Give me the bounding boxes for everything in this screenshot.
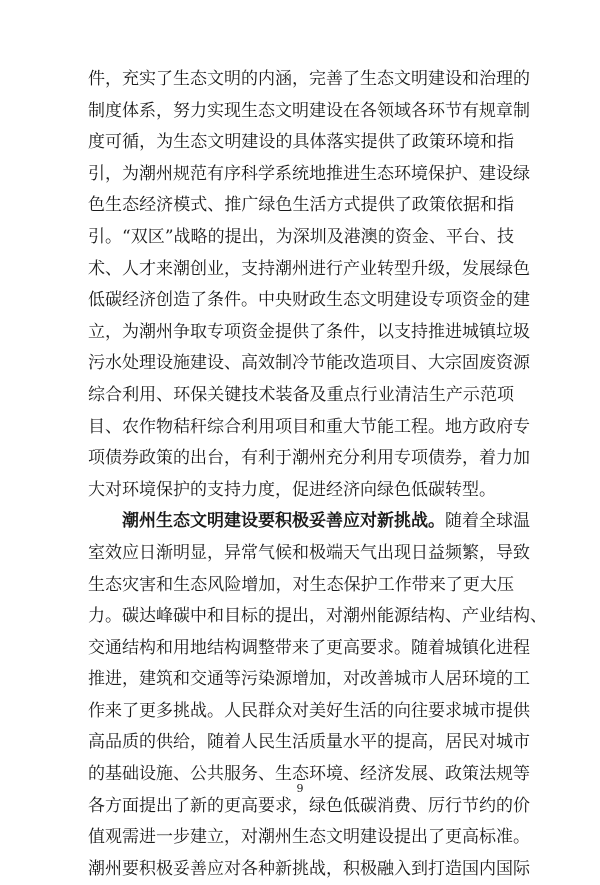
text-line: 引，为潮州规范有序科学系统地推进生态环境保护、建设绿 xyxy=(88,163,530,184)
text-body xyxy=(88,64,547,885)
text-line: 大对环境保护的支持力度，促进经济向绿色低碳转型。 xyxy=(88,479,496,500)
paragraph-heading-line xyxy=(88,506,530,538)
text-line: 件，充实了生态文明的内涵，完善了生态文明建设和治理的 xyxy=(88,69,530,89)
text-line: 值观需进一步建立，对潮州生态文明建设提出了更高标准。 xyxy=(88,827,530,848)
text-line: 作来了更多挑战。人民群众对美好生活的向往要求城市提供 xyxy=(88,700,530,721)
text-line: 引。“双区”战略的提出，为深圳及港澳的资金、平台、技 xyxy=(88,226,514,247)
text-line: 各方面提出了新的更高要求，绿色低碳消费、厉行节约的价 xyxy=(88,795,530,816)
paragraph-heading: 潮州生态文明建设要积极妥善应对新挑战。 xyxy=(122,511,445,532)
text-line: 项债券政策的出台，有利于潮州充分利用专项债券，着力加 xyxy=(88,448,530,469)
text-line: 目、农作物秸秆综合利用项目和重大节能工程。地方政府专 xyxy=(88,416,530,437)
text-line: 制度体系，努力实现生态文明建设在各领域各环节有规章制 xyxy=(88,100,530,121)
text-line: 综合利用、环保关键技术装备及重点行业清洁生产示范项 xyxy=(88,384,514,405)
text-line: 潮州要积极妥善应对各种新挑战，积极融入到打造国内国际 xyxy=(88,858,530,879)
text-line: 术、人才来潮创业，支持潮州进行产业转型升级，发展绿色 xyxy=(88,258,530,279)
text-line: 推进，建筑和交通等污染源增加，对改善城市人居环境的工 xyxy=(88,669,530,690)
paragraph-heading-continuation: 随着全球温 xyxy=(445,511,530,532)
text-line: 生态灾害和生态风险增加，对生态保护工作带来了更大压 xyxy=(88,574,514,595)
text-line: 低碳经济创造了条件。中央财政生态文明建设专项资金的建 xyxy=(88,290,530,311)
text-line: 污水处理设施建设、高效制冷节能改造项目、大宗固废资源 xyxy=(88,353,530,374)
text-line: 力。碳达峰碳中和目标的提出，对潮州能源结构、产业结构、 xyxy=(88,606,547,627)
text-line: 室效应日渐明显，异常气候和极端天气出现日益频繁，导致 xyxy=(88,542,530,563)
text-line: 高品质的供给，随着人民生活质量水平的提高，居民对城市 xyxy=(88,732,530,753)
text-line: 度可循，为生态文明建设的具体落实提供了政策环境和指 xyxy=(88,132,514,153)
text-line: 色生态经济模式、推广绿色生活方式提供了政策依据和指 xyxy=(88,195,514,216)
text-line: 交通结构和用地结构调整带来了更高要求。随着城镇化进程 xyxy=(88,637,530,658)
text-line: 立，为潮州争取专项资金提供了条件，以支持推进城镇垃圾 xyxy=(88,321,530,342)
text-line: 的基础设施、公共服务、生态环境、经济发展、政策法规等 xyxy=(88,764,530,785)
page-number: 9 xyxy=(296,782,304,795)
